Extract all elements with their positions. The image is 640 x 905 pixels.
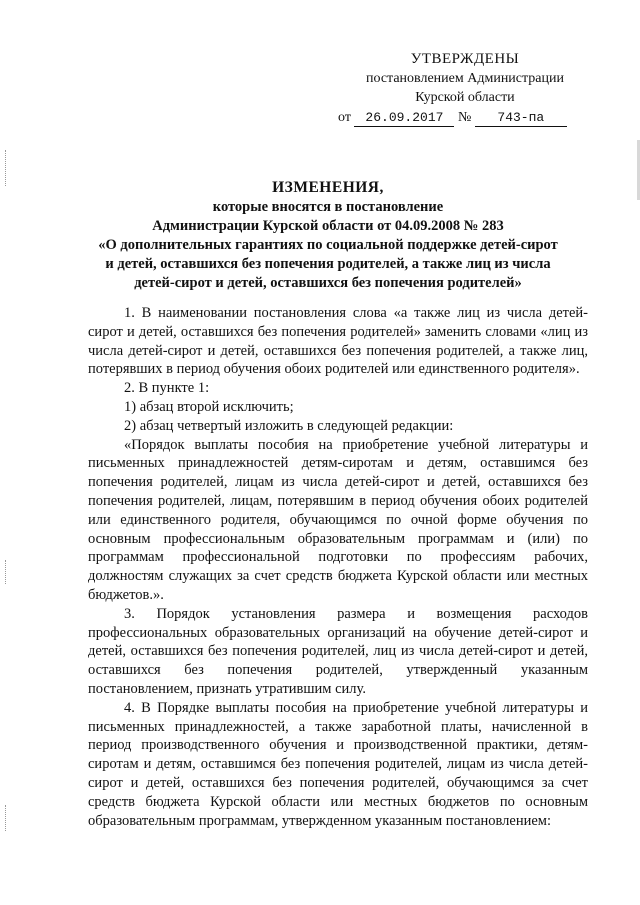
document-title — [72, 178, 584, 293]
approval-number: 743-па — [475, 110, 567, 127]
body-paragraph: 4. В Порядке выплаты пособия на приобретение учебной литературы и письменных принадлежностей, а также заработной платы, начисленной в период производственного обучения и производственной практики, детям-сиротам и детям, оставшимся без попечения родителей, лицам из числа детей-сирот и детей, оставшихся без попечения родителей, обучающимся за счет средств бюджета Курской области или местных бюджетов по основным образовательным программам, утвержденном указанным постановлением: — [88, 699, 588, 829]
body-paragraph: 1. В наименовании постановления слова «а также лиц из числа детей-сирот и детей, оставшихся без попечения родителей» заменить словами «лиц из числа детей-сирот и детей, оставшихся без попечения родителей, а также лиц, потерявших в период обучения обоих родителей или единственного родителя». — [88, 305, 588, 378]
approval-date-line — [330, 108, 600, 127]
scan-margin-mark — [5, 805, 7, 831]
title-heading: ИЗМЕНЕНИЯ, — [272, 179, 384, 196]
body-paragraph: 2) абзац четвертый изложить в следующей редакции: — [124, 417, 454, 434]
title-line: Администрации Курской области от 04.09.2008 № 283 — [152, 218, 504, 234]
body-paragraph: 1) абзац второй исключить; — [124, 398, 294, 415]
title-line: которые вносятся в постановление — [212, 199, 444, 215]
approval-block — [330, 50, 600, 127]
title-line: «О дополнительных гарантиях по социальной поддержке детей-сирот — [98, 237, 558, 253]
number-prefix: № — [457, 110, 472, 125]
scan-margin-mark — [5, 150, 7, 186]
body-paragraph: «Порядок выплаты пособия на приобретение учебной литературы и письменных принадлежностей детям-сиротам и детям, оставшимся без попечения родителей, лицам из числа детей-сирот и детей, оставшихся без попечения родителей, лицам, потерявшим в период обучения обоих родителей или единственного родителя, обучающимся по очной форме обучения по основным профессиональным образовательным программам и (или) по программам профессиональной подготовки по профессиям рабочих, должностям служащих за счет средств бюджета Курской области или местных бюджетов.». — [88, 436, 588, 603]
scan-margin-mark — [5, 560, 7, 584]
approval-issuer: постановлением Администрации — [366, 71, 564, 86]
body-paragraph: 2. В пункте 1: — [124, 380, 210, 397]
title-line: и детей, оставшихся без попечения родителей, а также лиц из числа — [105, 256, 551, 272]
body-paragraph: 3. Порядок установления размера и возмещения расходов профессиональных образовательных организаций на обучение детей-сирот и детей, оставшихся без попечения родителей, лиц из числа детей-сирот и детей, оставшихся без попечения родителей, утвержденный указанным постановлением, признать утратившим силу. — [88, 605, 588, 697]
approval-date: 26.09.2017 — [354, 110, 454, 127]
document-body — [88, 304, 588, 830]
approval-region: Курской области — [415, 90, 515, 105]
title-line: детей-сирот и детей, оставшихся без попечения родителей» — [134, 275, 522, 291]
approval-heading: УТВЕРЖДЕНЫ — [410, 51, 520, 67]
date-prefix: от — [338, 110, 351, 125]
